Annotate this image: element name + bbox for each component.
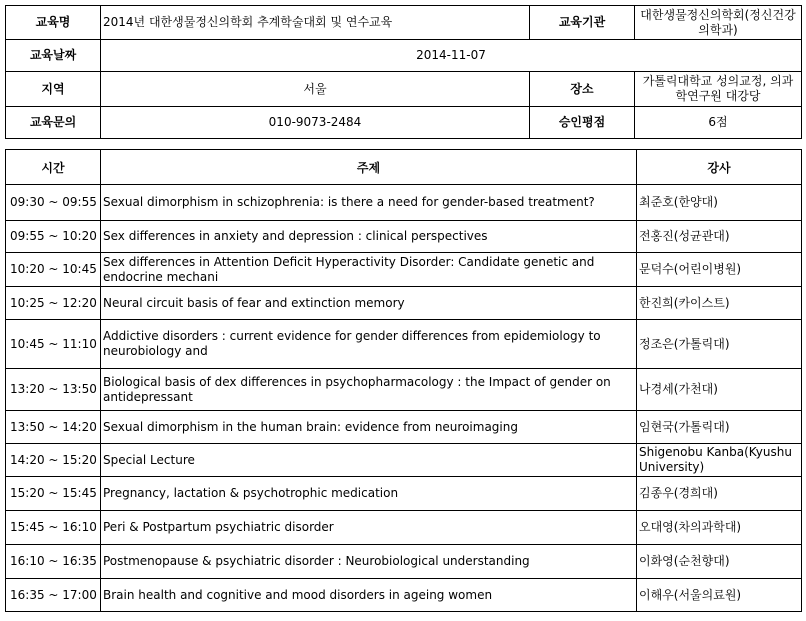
table-row — [6, 477, 802, 511]
schedule-speaker-cell — [637, 253, 802, 287]
info-row-course — [6, 6, 802, 40]
schedule-speaker-cell-text: 오대영(차의과학대) — [639, 520, 742, 534]
schedule-time-cell-text: 15:20 ~ 15:45 — [10, 486, 97, 500]
schedule-speaker-cell — [637, 444, 802, 477]
schedule-speaker-cell-text: 문덕수(어린이병원) — [639, 262, 742, 276]
schedule-speaker-cell — [637, 411, 802, 444]
institution-label: 교육기관 — [530, 6, 635, 40]
schedule-topic-cell-text: Sexual dimorphism in the human brain: evidence from neuroimaging — [103, 419, 518, 434]
schedule-topic-cell — [101, 444, 637, 477]
schedule-time-cell — [6, 320, 101, 369]
schedule-speaker-cell-text: 최준호(한양대) — [639, 195, 718, 209]
schedule-speaker-cell — [637, 369, 802, 411]
schedule-time-cell-text: 09:30 ~ 09:55 — [10, 195, 97, 209]
schedule-speaker-cell — [637, 320, 802, 369]
time-column-header: 시간 — [6, 150, 101, 185]
schedule-speaker-cell-text: 이해우(서울의료원) — [639, 587, 742, 602]
schedule-body — [6, 185, 802, 612]
schedule-time-cell-text: 15:45 ~ 16:10 — [10, 520, 97, 534]
schedule-speaker-cell-text: 한진희(카이스트) — [639, 295, 730, 310]
table-row — [6, 221, 802, 253]
table-row — [6, 444, 802, 477]
schedule-time-cell-text: 14:20 ~ 15:20 — [10, 452, 97, 467]
schedule-time-cell — [6, 221, 101, 253]
venue-label: 장소 — [530, 72, 635, 107]
schedule-time-cell — [6, 411, 101, 444]
schedule-time-cell-text: 10:25 ~ 12:20 — [10, 295, 97, 310]
schedule-topic-cell-text: Peri & Postpartum psychiatric disorder — [103, 520, 334, 534]
schedule-speaker-cell — [637, 477, 802, 511]
schedule-time-cell-text: 16:10 ~ 16:35 — [10, 554, 97, 568]
schedule-time-cell — [6, 477, 101, 511]
schedule-topic-cell — [101, 511, 637, 545]
course-name-value: 2014년 대한생물정신의학회 추계학술대회 및 연수교육 — [101, 6, 530, 40]
schedule-topic-cell — [101, 253, 637, 287]
schedule-time-cell — [6, 185, 101, 221]
table-row — [6, 579, 802, 612]
schedule-time-cell-text: 10:20 ~ 10:45 — [10, 262, 97, 276]
schedule-speaker-cell-text: 이화영(순천향대) — [639, 554, 730, 568]
schedule-topic-cell — [101, 185, 637, 221]
table-row — [6, 411, 802, 444]
schedule-speaker-cell — [637, 579, 802, 612]
info-row-region — [6, 72, 802, 107]
schedule-speaker-cell — [637, 185, 802, 221]
venue-value: 가톨릭대학교 성의교정, 의과학연구원 대강당 — [635, 72, 802, 107]
schedule-topic-cell-text: Sex differences in Attention Deficit Hyperactivity Disorder: Candidate genetic and endocrine mechani — [103, 254, 595, 284]
schedule-time-cell — [6, 369, 101, 411]
schedule-time-cell-text: 10:45 ~ 11:10 — [10, 336, 97, 351]
schedule-table — [5, 149, 802, 612]
schedule-speaker-cell — [637, 511, 802, 545]
date-label: 교육날짜 — [6, 40, 101, 72]
schedule-topic-cell-text: Sexual dimorphism in schizophrenia: is there a need for gender-based treatment? — [103, 195, 595, 209]
speaker-column-header: 강사 — [637, 150, 802, 185]
schedule-speaker-cell-text: 김종우(경희대) — [639, 486, 718, 500]
table-row — [6, 320, 802, 369]
schedule-speaker-cell — [637, 221, 802, 253]
schedule-topic-cell-text: Biological basis of dex differences in psychopharmacology : the Impact of gender on antidepressant — [103, 374, 611, 404]
schedule-time-cell-text: 16:35 ~ 17:00 — [10, 587, 97, 602]
credits-value: 6점 — [635, 107, 802, 139]
schedule-speaker-cell — [637, 287, 802, 320]
region-label: 지역 — [6, 72, 101, 107]
topic-column-header: 주제 — [101, 150, 637, 185]
schedule-time-cell-text: 13:20 ~ 13:50 — [10, 382, 97, 396]
schedule-time-cell — [6, 579, 101, 612]
schedule-speaker-cell-text: 나경세(가천대) — [639, 382, 718, 396]
contact-value: 010-9073-2484 — [101, 107, 530, 139]
info-row-date — [6, 40, 802, 72]
date-value: 2014-11-07 — [101, 40, 802, 72]
schedule-topic-cell-text: Pregnancy, lactation & psychotrophic medication — [103, 486, 399, 500]
contact-label: 교육문의 — [6, 107, 101, 139]
schedule-topic-cell-text: Postmenopause & psychiatric disorder : Neurobiological understanding — [103, 554, 530, 568]
schedule-time-cell-text: 13:50 ~ 14:20 — [10, 419, 97, 434]
schedule-topic-cell — [101, 287, 637, 320]
schedule-topic-cell-text: Special Lecture — [103, 452, 195, 467]
table-row — [6, 253, 802, 287]
course-name-label: 교육명 — [6, 6, 101, 40]
schedule-topic-cell — [101, 411, 637, 444]
table-row — [6, 511, 802, 545]
schedule-speaker-cell-text: 전홍진(성균관대) — [639, 229, 730, 243]
schedule-topic-cell-text: Addictive disorders : current evidence for gender differences from epidemiology to neurobiology and — [103, 329, 601, 358]
schedule-time-cell — [6, 511, 101, 545]
schedule-time-cell — [6, 444, 101, 477]
schedule-topic-cell — [101, 477, 637, 511]
schedule-speaker-cell — [637, 545, 802, 579]
schedule-topic-cell — [101, 579, 637, 612]
schedule-topic-cell — [101, 320, 637, 369]
schedule-header-row — [6, 150, 802, 185]
schedule-topic-cell-text: Brain health and cognitive and mood disorders in ageing women — [103, 587, 493, 602]
course-info-table — [5, 5, 802, 139]
info-row-contact — [6, 107, 802, 139]
schedule-time-cell — [6, 545, 101, 579]
schedule-time-cell — [6, 253, 101, 287]
institution-value: 대한생물정신의학회(정신건강의학과) — [635, 6, 802, 40]
region-value: 서울 — [101, 72, 530, 107]
table-row — [6, 369, 802, 411]
table-row — [6, 545, 802, 579]
schedule-time-cell-text: 09:55 ~ 10:20 — [10, 229, 97, 243]
schedule-topic-cell-text: Neural circuit basis of fear and extinction memory — [103, 295, 405, 310]
schedule-speaker-cell-text: Shigenobu Kanba(Kyushu University) — [639, 445, 792, 474]
table-row — [6, 287, 802, 320]
schedule-time-cell — [6, 287, 101, 320]
schedule-speaker-cell-text: 임현국(가톨릭대) — [639, 419, 730, 434]
schedule-topic-cell-text: Sex differences in anxiety and depression : clinical perspectives — [103, 229, 488, 243]
credits-label: 승인평점 — [530, 107, 635, 139]
schedule-topic-cell — [101, 369, 637, 411]
schedule-topic-cell — [101, 221, 637, 253]
schedule-topic-cell — [101, 545, 637, 579]
schedule-speaker-cell-text: 정조은(가톨릭대) — [639, 336, 730, 351]
table-row — [6, 185, 802, 221]
